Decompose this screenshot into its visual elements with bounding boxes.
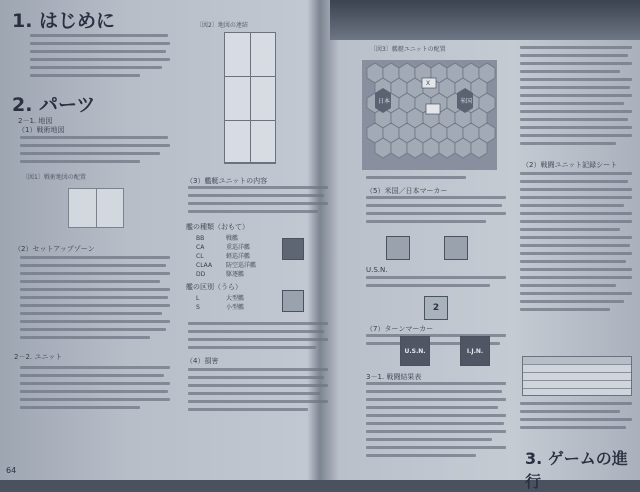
ship-types-header: 艦の種類（おもて）: [186, 223, 249, 231]
heading-parts: 2. パーツ: [12, 94, 96, 116]
unit-info-paragraph: [188, 186, 328, 218]
hex-label-us: 米国: [460, 98, 473, 105]
right-column-paragraph-1: [520, 46, 632, 150]
unit-counter-front: [282, 238, 304, 260]
record-sheet-header: （2）戦闘ユニット記録シート: [522, 161, 618, 169]
subheading-unit: 2－2. ユニット: [14, 353, 63, 361]
marker-counter-2: [444, 236, 468, 260]
subheading-map: 2－1. 地図: [18, 117, 53, 125]
unit-info-header: （3）艦艇ユニットの内容: [186, 177, 268, 185]
damage-header: （4）損害: [186, 357, 219, 365]
hex-label-x: X: [426, 80, 431, 87]
unit-paragraph: [20, 366, 170, 414]
right-column-paragraph-2: [520, 172, 632, 316]
map-paragraph: [20, 136, 170, 168]
unit-paragraph-2: [188, 322, 328, 354]
page-number: 64: [6, 466, 17, 475]
turn-section-header: （7）ターンマーカー: [366, 325, 434, 333]
fig3-paragraph: [366, 176, 506, 184]
figure-1-map: [68, 188, 124, 228]
figure-3-caption: 〔図3〕艦艇ユニットの配置: [370, 46, 446, 53]
heading-game-progress: 3. ゲームの進行: [525, 449, 628, 491]
ship-types-list: BB 戦艦 CA 重巡洋艦 CL 軽巡洋艦 CLAA 防空巡洋艦 DD 駆逐艦: [196, 235, 257, 278]
damage-paragraph: [188, 368, 328, 416]
marker-counter-1: [386, 236, 410, 260]
combat-section-header: 3－1. 戦闘結果表: [366, 373, 422, 381]
subheading-map-sub: （1）戦術地図: [18, 126, 65, 134]
record-sheet-table: [522, 356, 632, 396]
figure-2-caption: 〔図2〕地図の連結: [196, 22, 248, 29]
us-navy-counter: U.S.N.: [400, 336, 430, 366]
background-shadow: [330, 0, 640, 40]
size-header: 艦の区別（うら）: [186, 283, 242, 291]
combat-paragraph: [366, 382, 506, 462]
hex-map: [362, 60, 497, 170]
intro-paragraph: [30, 34, 170, 82]
marker-section-header: （5）米国／日本マーカー: [366, 187, 448, 195]
figure-2-grid: [224, 32, 276, 164]
turn-marker-counter: 2: [424, 296, 448, 320]
counter-section-header: U.S.N.: [366, 266, 388, 274]
right-column-paragraph-3: [520, 402, 632, 434]
setup-paragraph: [20, 256, 170, 344]
figure-1-caption: 〔図1〕戦術地図の配置: [22, 174, 86, 181]
hex-label-japan: 日本: [378, 98, 391, 105]
counter-paragraph: [366, 276, 506, 292]
size-list: L 大型艦 S 小型艦: [196, 295, 245, 311]
jp-navy-counter: I.J.N.: [460, 336, 490, 366]
marker-paragraph: [366, 196, 506, 228]
subheading-setup: （2）セットアップゾーン: [14, 245, 95, 253]
unit-counter-back: [282, 290, 304, 312]
heading-introduction: 1. はじめに: [12, 10, 116, 32]
